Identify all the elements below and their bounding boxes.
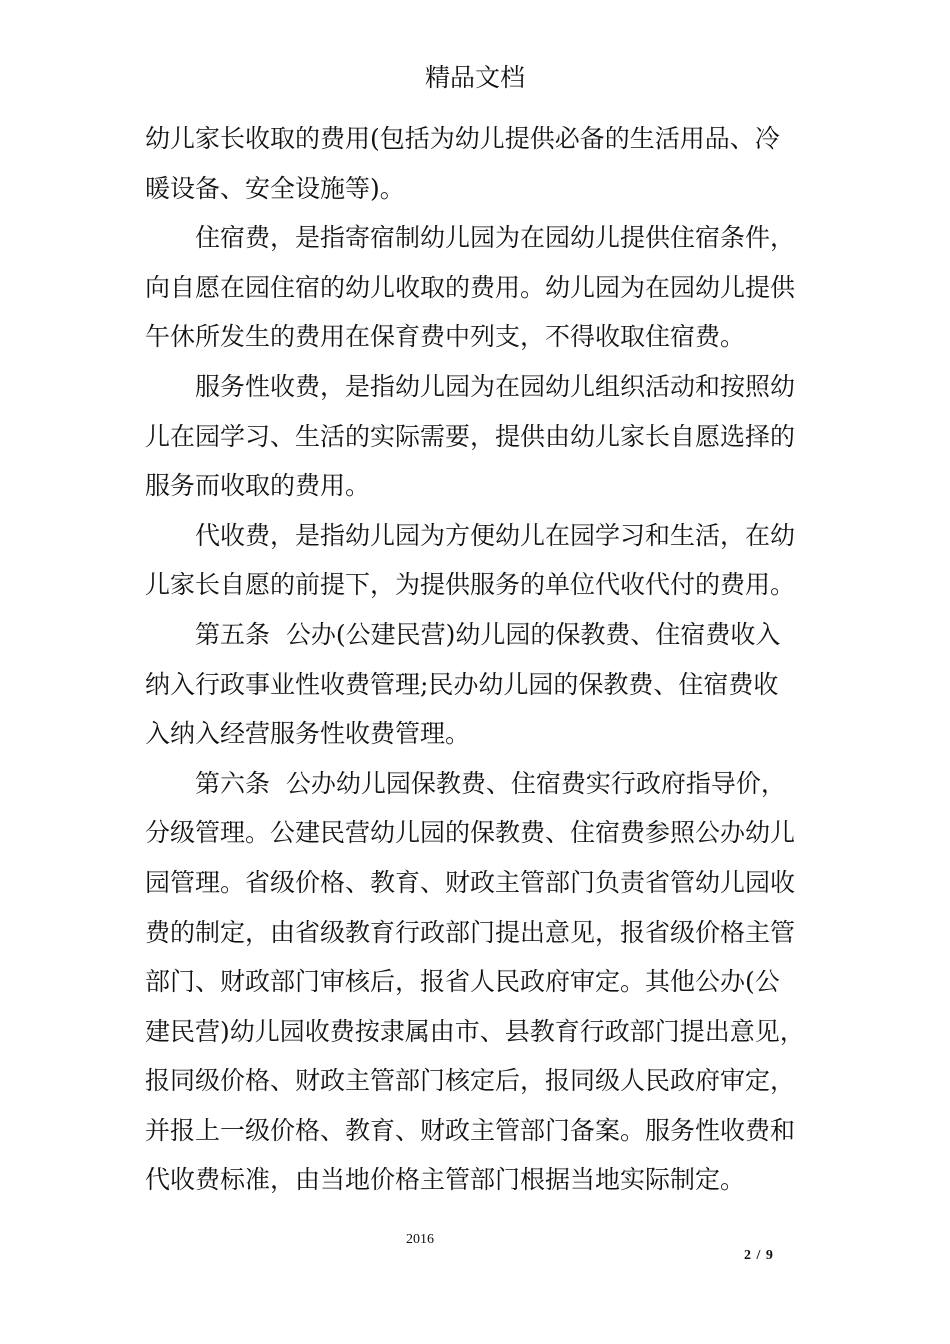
article-5-line-1: 第五条 公办(公建民营)幼儿园的保教费、住宿费收入 xyxy=(195,619,781,649)
article-6-line-5: 部门、财政部门审核后，报省人民政府审定。其他公办(公 xyxy=(145,967,780,997)
document-body xyxy=(145,114,810,1205)
paragraph-3-line-2: 儿在园学习、生活的实际需要，提供由幼儿家长自愿选择的 xyxy=(145,421,796,451)
paragraph-2-line-1: 住宿费，是指寄宿制幼儿园为在园幼儿提供住宿条件， xyxy=(195,223,796,253)
paragraph-4-line-1: 代收费，是指幼儿园为方便幼儿在园学习和生活，在幼 xyxy=(195,520,796,550)
article-6-line-1: 第六条 公办幼儿园保教费、住宿费实行政府指导价， xyxy=(195,768,786,798)
article-5-line-3: 入纳入经营服务性收费管理。 xyxy=(145,719,471,749)
page-header-title: 精品文档 xyxy=(424,63,525,92)
paragraph-3-line-3: 服务而收取的费用。 xyxy=(145,471,371,501)
article-6-line-3: 园管理。省级价格、教育、财政主管部门负责省管幼儿园收 xyxy=(145,867,796,897)
article-5-line-2: 纳入行政事业性收费管理;民办幼儿园的保教费、住宿费收 xyxy=(145,669,779,699)
paragraph-2-line-2: 向自愿在园住宿的幼儿收取的费用。幼儿园为在园幼儿提供 xyxy=(145,272,796,302)
paragraph-1-line-1: 幼儿家长收取的费用(包括为幼儿提供必备的生活用品、冷 xyxy=(145,124,780,153)
paragraph-2-line-3: 午休所发生的费用在保育费中列支，不得收取住宿费。 xyxy=(145,322,746,352)
article-6-line-4: 费的制定，由省级教育行政部门提出意见，报省级价格主管 xyxy=(145,917,796,947)
page-number: 2 / 9 xyxy=(744,1248,774,1263)
paragraph-3-line-1: 服务性收费，是指幼儿园为在园幼儿组织活动和按照幼 xyxy=(195,371,796,401)
article-6-line-7: 报同级价格、财政主管部门核定后，报同级人民政府审定， xyxy=(145,1066,796,1096)
article-6-line-2: 分级管理。公建民营幼儿园的保教费、住宿费参照公办幼儿 xyxy=(145,818,796,848)
paragraph-4-line-2: 儿家长自愿的前提下，为提供服务的单位代收代付的费用。 xyxy=(145,570,796,600)
paragraph-1-line-2: 暖设备、安全设施等)。 xyxy=(145,173,405,203)
article-6-line-8: 并报上一级价格、教育、财政主管部门备案。服务性收费和 xyxy=(145,1115,796,1145)
footer-year: 2016 xyxy=(406,1232,434,1247)
article-6-line-9: 代收费标准，由当地价格主管部门根据当地实际制定。 xyxy=(145,1165,746,1195)
article-6-line-6: 建民营)幼儿园收费按隶属由市、县教育行政部门提出意见， xyxy=(145,1016,805,1046)
